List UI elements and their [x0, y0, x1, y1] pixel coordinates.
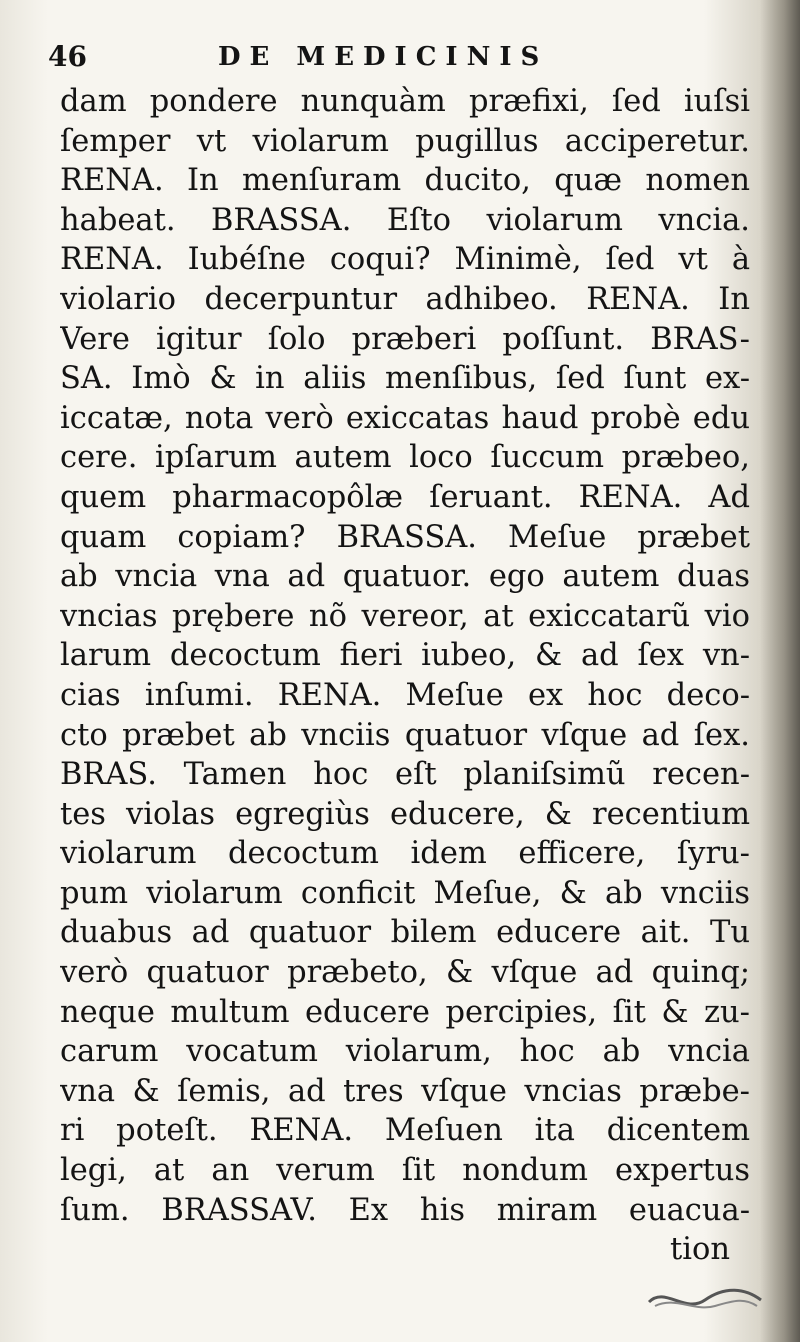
body-text: [60, 82, 750, 1270]
text-line: legi, at an verum ſit nondum expertus: [60, 1153, 750, 1189]
text-line: ſemper vt violarum pugillus acciperetur.: [60, 123, 750, 159]
text-line: larum decoctum fieri iubeo, & ad ſex vn-: [60, 638, 750, 674]
text-line: iccatæ, nota verò exiccatas haud probè edu: [60, 400, 750, 436]
text-line: RENA. Iubéſne coqui? Minimè, ſed vt à: [60, 242, 750, 278]
text-line: tes violas egregiùs educere, & recentium: [60, 796, 750, 832]
page-edge-shadow: [760, 0, 800, 1342]
text-line: verò quatuor præbeto, & vſque ad quinq;: [60, 955, 750, 991]
text-line: violario decerpuntur adhibeo. RENA. In: [60, 281, 750, 317]
text-line: vna & ſemis, ad tres vſque vncias præbe-: [60, 1073, 750, 1109]
running-head: DE MEDICINIS: [218, 42, 549, 72]
text-line: dam pondere nunquàm præfixi, ſed iuſsi: [60, 84, 750, 119]
text-line: cto præbet ab vnciis quatuor vſque ad ſex.: [60, 717, 750, 753]
ornament-icon: [645, 1278, 765, 1318]
text-line: habeat. BRASSA. Eſto violarum vncia.: [60, 202, 750, 238]
text-line: quem pharmacopôlæ ſeruant. RENA. Ad: [60, 479, 750, 515]
text-line: BRAS. Tamen hoc eſt planiſsimũ recen-: [60, 757, 750, 793]
text-line: violarum decoctum idem efficere, ſyru-: [60, 836, 750, 872]
text-line: RENA. In menſuram ducito, quæ nomen: [60, 163, 750, 199]
text-line: duabus ad quatuor bilem educere ait. Tu: [60, 915, 750, 951]
text-line: vncias prębere nõ vereor, at exiccatarũ vio: [60, 598, 750, 634]
text-line: Vere igitur ſolo præberi poſſunt. BRAS-: [60, 321, 750, 357]
text-line: quam copiam? BRASSA. Meſue præbet: [60, 519, 750, 555]
text-line: SA. Imò & in aliis menſibus, ſed ſunt ex-: [60, 361, 750, 397]
text-line: cias inſumi. RENA. Meſue ex hoc deco-: [60, 677, 750, 713]
text-line: ri poteſt. RENA. Meſuen ita dicentem: [60, 1113, 750, 1149]
text-line: cere. ipſarum autem loco ſuccum præbeo,: [60, 440, 750, 476]
page-header: [48, 40, 668, 80]
page-number: 46: [48, 40, 87, 73]
text-line: neque multum educere percipies, ſit & zu-: [60, 994, 750, 1030]
text-line: pum violarum conficit Meſue, & ab vnciis: [60, 875, 750, 911]
text-line: carum vocatum violarum, hoc ab vncia: [60, 1034, 750, 1070]
catchword: tion: [669, 1232, 730, 1268]
text-line: ab vncia vna ad quatuor. ego autem duas: [60, 559, 750, 595]
text-line: ſum. BRASSAV. Ex his miram euacua-: [60, 1192, 750, 1228]
